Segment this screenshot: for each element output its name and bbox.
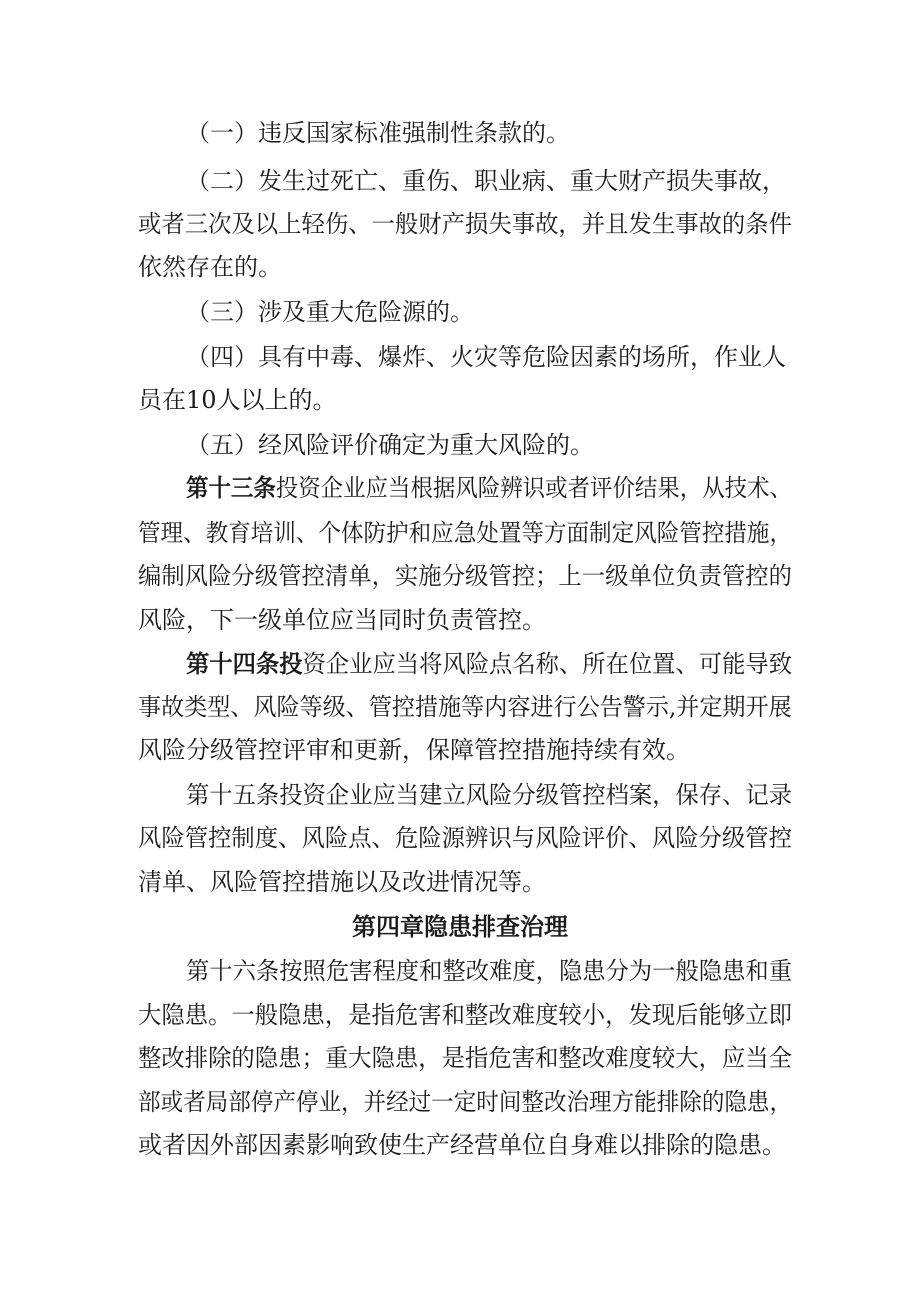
article-15-line-1: 第十五条投资企业应当建立风险分级管控档案，保存、记录 [186, 781, 793, 809]
item-4-text-1: 具有中毒、爆炸、火灾等危险因素的场所，作业人 [258, 343, 786, 371]
article-15-line-3: 清单、风险管控措施以及改进情况等。 [138, 868, 546, 896]
article-16-line-5: 或者因外部因素影响致使生产经营单位自身难以排除的隐患。 [138, 1131, 786, 1159]
article-16-line-4: 部或者局部停产停业，并经过一定时间整改治理方能排除的隐患， [138, 1088, 793, 1116]
article-13-text-1: 投资企业应当根据风险辨识或者评价结果，从技术、 [275, 474, 793, 502]
article-14-line-2: 事故类型、风险等级、管控措施等内容进行公告警示,并定期开展 [138, 693, 792, 721]
article-13-line-1 [186, 473, 792, 503]
item-5 [186, 430, 594, 460]
article-13-title: 第十三条 [186, 474, 276, 502]
article-16-line-2: 大隐患。一般隐患，是指危害和整改难度较小，发现后能够立即 [138, 1001, 792, 1029]
item-2-line-2: 或者三次及以上轻伤、一般财产损失事故，并且发生事故的条件 [138, 210, 792, 238]
article-13-line-3: 编制风险分级管控清单，实施分级管控；上一级单位负责管控的 [138, 562, 792, 590]
item-2-text-1: 发生过死亡、重伤、职业病、重大财产损失事故， [258, 167, 786, 195]
article-16-line-3: 整改排除的隐患；重大隐患，是指危害和整改难度较大，应当全 [138, 1044, 792, 1072]
item-3 [186, 297, 474, 327]
article-14-title: 第十四条投 [186, 650, 303, 678]
chapter-heading: 第四章隐患排查治理 [352, 913, 568, 941]
item-3-label: （三） [186, 298, 258, 326]
article-13-line-4: 风险，下一级单位应当同时负责管控。 [138, 606, 546, 634]
item-3-text: 涉及重大危险源的。 [258, 298, 474, 326]
article-15-line-2: 风险管控制度、风险点、危险源辨识与风险评价、风险分级管控 [138, 824, 792, 852]
article-16-line-1: 第十六条按照危害程度和整改难度，隐患分为一般隐患和重 [186, 957, 793, 985]
article-14-text-1: 资企业应当将风险点名称、所在位置、可能导致 [302, 650, 793, 678]
item-5-label: （五） [186, 431, 258, 459]
article-14-line-1 [186, 649, 792, 679]
item-2-line-3: 依然存在的。 [138, 253, 282, 281]
item-2-line-1 [186, 166, 786, 196]
item-4-label: （四） [186, 343, 258, 371]
item-1-text: 违反国家标准强制性条款的。 [258, 119, 570, 147]
item-5-text: 经风险评价确定为重大风险的。 [258, 431, 594, 459]
item-4-line-2: 员在10人以上的。 [138, 386, 337, 414]
item-2-label: （二） [186, 167, 258, 195]
item-1 [186, 118, 570, 148]
item-4-line-1 [186, 342, 786, 372]
article-14-line-3: 风险分级管控评审和更新，保障管控措施持续有效。 [138, 736, 690, 764]
article-13-line-2: 管理、教育培训、个体防护和应急处置等方面制定风险管控措施， [138, 519, 793, 547]
item-1-label: （一） [186, 119, 258, 147]
